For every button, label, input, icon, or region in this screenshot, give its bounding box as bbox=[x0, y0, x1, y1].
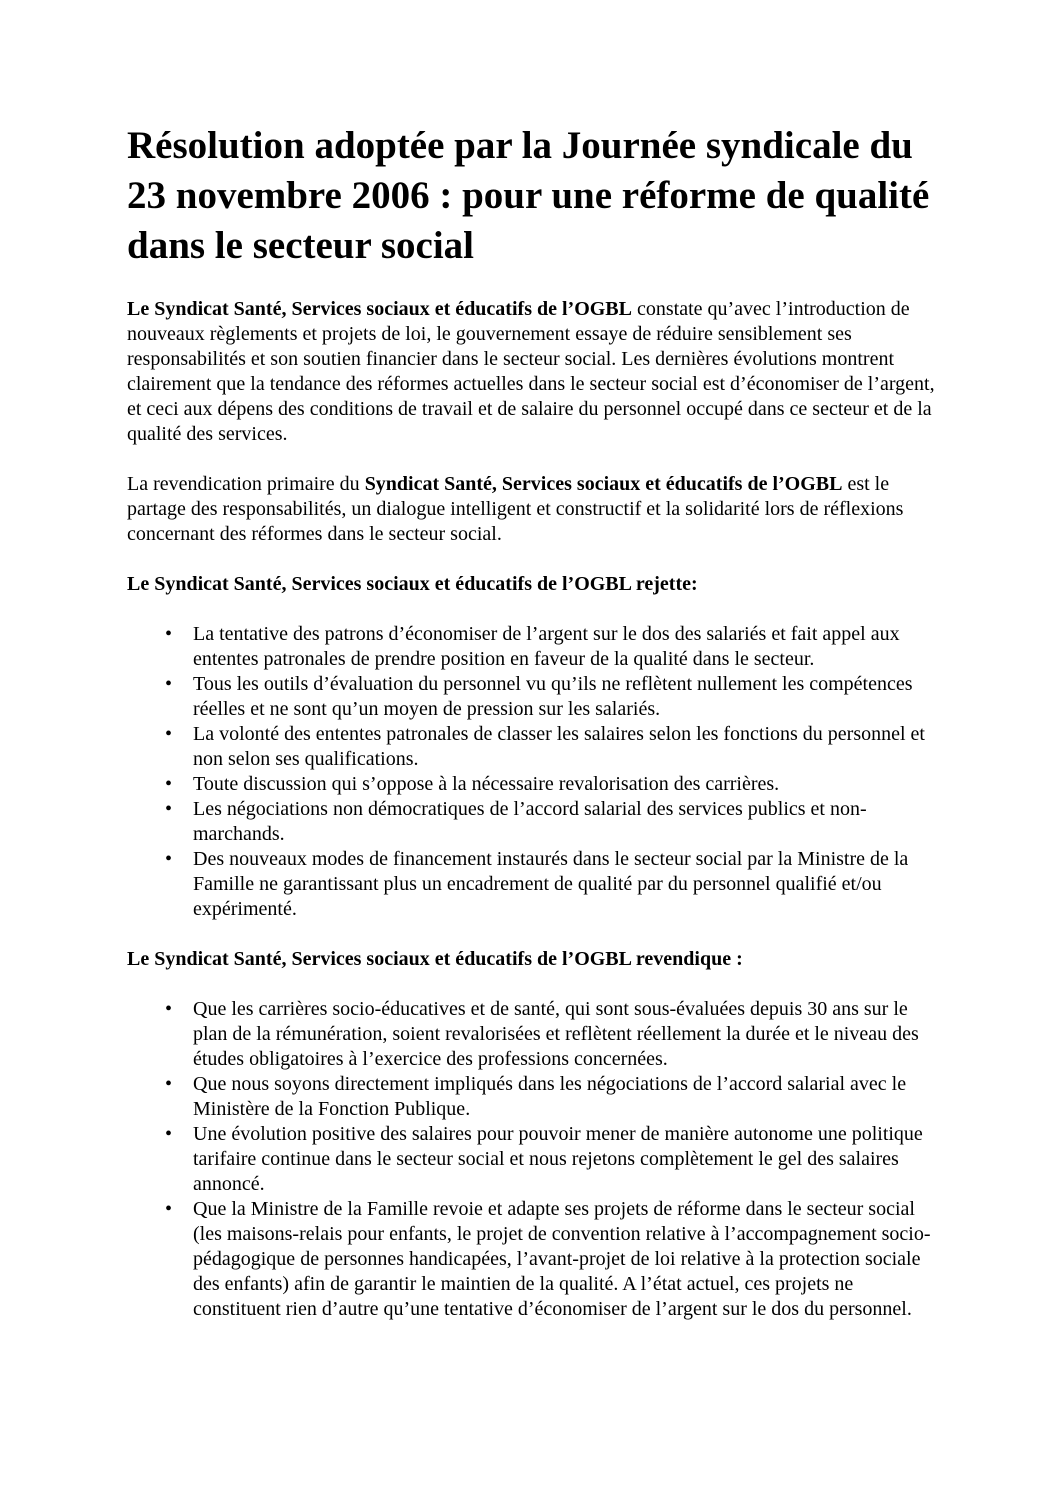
document-content bbox=[127, 121, 943, 1347]
primary-claim-text: est le partage des responsabilités, un dialogue intelligent et constructif et la solidarité lors de réflexions concernant des réformes dans le secteur social. bbox=[127, 473, 904, 545]
section-heading-rejette: Le Syndicat Santé, Services sociaux et éducatifs de l’OGBL rejette: bbox=[127, 573, 698, 595]
document-title: Résolution adoptée par la Journée syndicale du 23 novembre 2006 : pour une réforme de qualité dans le secteur social bbox=[127, 124, 930, 267]
revendique-list bbox=[127, 997, 943, 1322]
list-item: • La tentative des patrons d’économiser de l’argent sur le dos des salariés et fait appel aux ententes patronales de prendre position en faveur de la qualité dans le secteur. bbox=[127, 622, 943, 672]
intro-paragraph bbox=[127, 297, 943, 447]
org-name-bold: Le Syndicat Santé, Services sociaux et éducatifs de l’OGBL bbox=[127, 298, 632, 320]
section-heading-revendique: Le Syndicat Santé, Services sociaux et éducatifs de l’OGBL revendique : bbox=[127, 948, 743, 970]
list-item: • Que la Ministre de la Famille revoie et adapte ses projets de réforme dans le secteur social (les maisons-relais pour enfants, le projet de convention relative à l’accompagnement socio-pédagogique de personnes handicapées, l’avant-projet de loi relative à la protection sociale des enfants) afin de garantir le maintien de la qualité. A l’état actuel, ces projets ne constituent rien d’autre qu’une tentative d’économiser de l’argent sur le dos du personnel. bbox=[127, 1197, 943, 1322]
list-item: • Les négociations non démocratiques de l’accord salarial des services publics et non-marchands. bbox=[127, 797, 943, 847]
list-item: • Que les carrières socio-éducatives et de santé, qui sont sous-évaluées depuis 30 ans sur le plan de la rémunération, soient revalorisées et reflètent réellement la durée et le niveau des études obligatoires à l’exercice des professions concernées. bbox=[127, 997, 943, 1072]
rejette-list bbox=[127, 622, 943, 922]
primary-claim-paragraph bbox=[127, 472, 943, 547]
org-name-bold: Syndicat Santé, Services sociaux et éducatifs de l’OGBL bbox=[364, 473, 843, 495]
list-item: • Tous les outils d’évaluation du personnel vu qu’ils ne reflètent nullement les compétences réelles et ne sont qu’un moyen de pression sur les salariés. bbox=[127, 672, 943, 722]
list-item: • Une évolution positive des salaires pour pouvoir mener de manière autonome une politique tarifaire continue dans le secteur social et nous rejetons complètement le gel des salaires annoncé. bbox=[127, 1122, 943, 1197]
primary-claim-prefix: La revendication primaire du bbox=[127, 473, 365, 495]
list-item: • La volonté des ententes patronales de classer les salaires selon les fonctions du personnel et non selon ses qualifications. bbox=[127, 722, 943, 772]
list-item: • Des nouveaux modes de financement instaurés dans le secteur social par la Ministre de la Famille ne garantissant plus un encadrement de qualité par du personnel qualifié et/ou expérimenté. bbox=[127, 847, 943, 922]
intro-paragraph-text: constate qu’avec l’introduction de nouveaux règlements et projets de loi, le gouvernement essaye de réduire sensiblement ses responsabilités et son soutien financier dans le secteur social. Les dernières évolutions montrent clairement que la tendance des réformes actuelles dans le secteur social est d’économiser de l’argent, et ceci aux dépens des conditions de travail et de salaire du personnel occupé dans ce secteur et de la qualité des services. bbox=[127, 298, 935, 445]
list-item: • Toute discussion qui s’oppose à la nécessaire revalorisation des carrières. bbox=[127, 772, 943, 797]
list-item: • Que nous soyons directement impliqués dans les négociations de l’accord salarial avec le Ministère de la Fonction Publique. bbox=[127, 1072, 943, 1122]
